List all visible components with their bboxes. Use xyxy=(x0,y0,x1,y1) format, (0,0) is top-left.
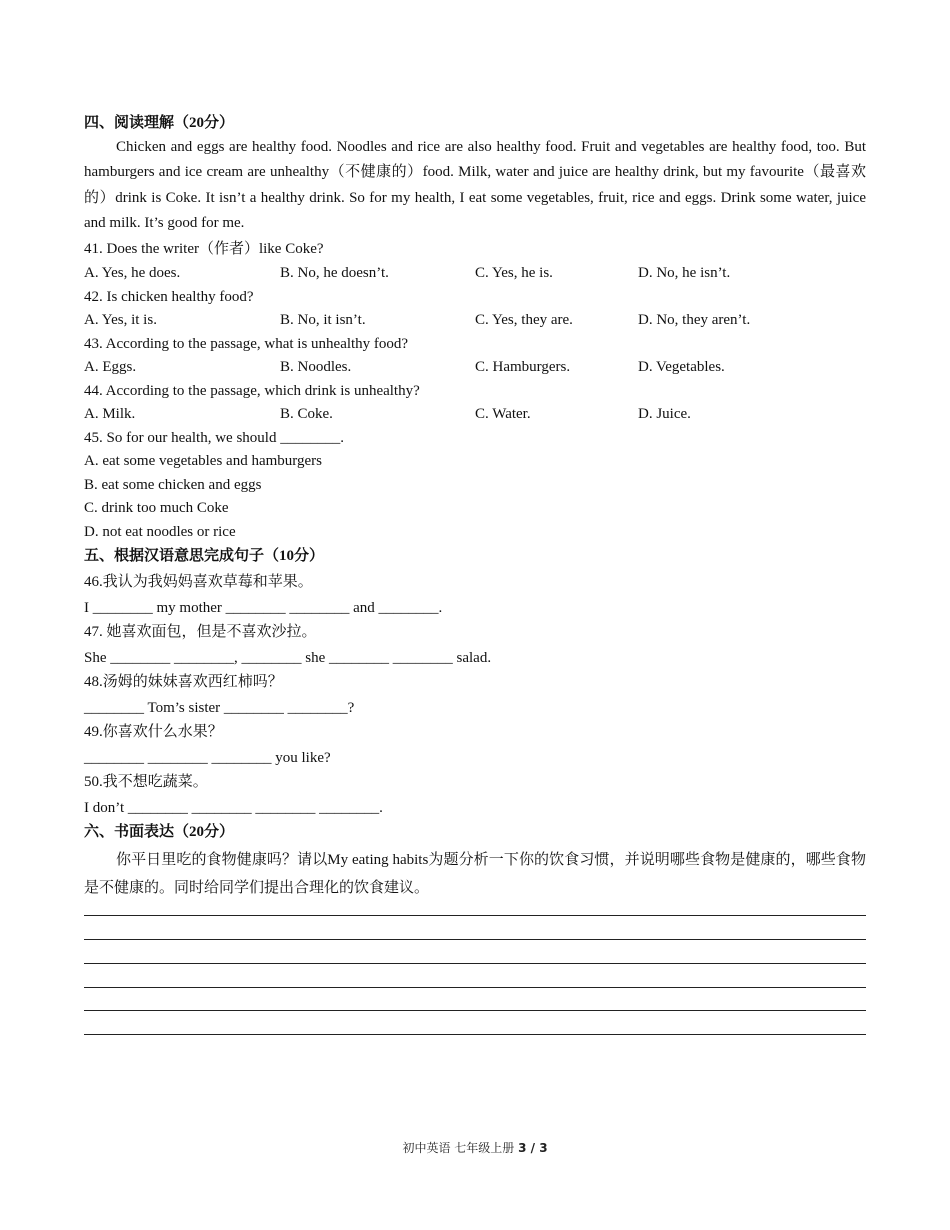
item-47-chinese: 47. 她喜欢面包，但是不喜欢沙拉。 xyxy=(84,624,317,640)
q42-option-d: D. No, they aren’t. xyxy=(638,312,751,328)
question-45: 45. So for our health, we should ________. xyxy=(84,430,344,446)
question-44: 44. According to the passage, which drink is unhealthy? xyxy=(84,383,420,399)
question-41: 41. Does the writer（作者）like Coke? xyxy=(84,241,324,257)
page-number: 3 / 3 xyxy=(518,1141,548,1155)
section6-title: 六、书面表达（20分） xyxy=(84,824,235,840)
q41-option-d: D. No, he isn’t. xyxy=(638,265,731,281)
q42-option-a: A. Yes, it is. xyxy=(84,312,157,328)
writing-prompt: 你平日里吃的食物健康吗？请以My eating habits为题分析一下你的饮食习惯，并说明哪些食物是健康的，哪些食物是不健康的。同时给同学们提出合理化的饮食建议。 xyxy=(84,852,866,896)
q44-option-c: C. Water. xyxy=(475,406,531,422)
q44-option-b: B. Coke. xyxy=(280,406,333,422)
writing-line[interactable] xyxy=(84,987,866,988)
q45-option-d: D. not eat noodles or rice xyxy=(84,524,236,540)
footer-label: 初中英语 七年级上册 xyxy=(402,1141,515,1155)
reading-passage: Chicken and eggs are healthy food. Noodles and rice are also healthy food. Fruit and vegetables are healthy food, too. But hamburgers and ice cream are unhealthy（不健康的）food. Milk, water and juice are healthy drink, but my favourite（最喜欢的）drink is Coke. It isn’t a healthy drink. So for my health, I eat some vegetables, fruit, rice and eggs. Drink some water, juice and milk. It’s good for me. xyxy=(84,139,866,231)
writing-line[interactable] xyxy=(84,1034,866,1035)
q42-option-c: C. Yes, they are. xyxy=(475,312,573,328)
page-footer xyxy=(0,1139,950,1156)
q43-option-b: B. Noodles. xyxy=(280,359,352,375)
section5-title: 五、根据汉语意思完成句子（10分） xyxy=(84,548,325,564)
q41-option-c: C. Yes, he is. xyxy=(475,265,553,281)
item-49-english: ________ ________ ________ you like? xyxy=(84,750,331,766)
q41-option-b: B. No, he doesn’t. xyxy=(280,265,389,281)
item-46-chinese: 46.我认为我妈妈喜欢草莓和苹果。 xyxy=(84,574,313,590)
question-43: 43. According to the passage, what is unhealthy food? xyxy=(84,336,409,352)
question-42: 42. Is chicken healthy food? xyxy=(84,289,254,305)
item-49-chinese: 49.你喜欢什么水果？ xyxy=(84,724,223,740)
item-46-english: I ________ my mother ________ ________ and ________. xyxy=(84,600,443,616)
q45-option-a: A. eat some vegetables and hamburgers xyxy=(84,453,322,469)
item-50-english: I don’t ________ ________ ________ ________. xyxy=(84,800,383,816)
writing-line[interactable] xyxy=(84,939,866,940)
item-50-chinese: 50.我不想吃蔬菜。 xyxy=(84,774,208,790)
q45-option-c: C. drink too much Coke xyxy=(84,500,229,516)
q45-option-b: B. eat some chicken and eggs xyxy=(84,477,262,493)
writing-line[interactable] xyxy=(84,915,866,916)
q42-option-b: B. No, it isn’t. xyxy=(280,312,366,328)
item-48-chinese: 48.汤姆的妹妹喜欢西红柿吗？ xyxy=(84,674,283,690)
writing-line[interactable] xyxy=(84,1010,866,1011)
item-48-english: ________ Tom’s sister ________ ________? xyxy=(84,700,355,716)
q43-option-a: A. Eggs. xyxy=(84,359,137,375)
section4-title: 四、阅读理解（20分） xyxy=(84,115,235,131)
item-47-english: She ________ ________, ________ she ________ ________ salad. xyxy=(84,650,492,666)
q41-option-a: A. Yes, he does. xyxy=(84,265,181,281)
writing-line[interactable] xyxy=(84,963,866,964)
q43-option-c: C. Hamburgers. xyxy=(475,359,571,375)
q44-option-a: A. Milk. xyxy=(84,406,136,422)
q43-option-d: D. Vegetables. xyxy=(638,359,725,375)
q44-option-d: D. Juice. xyxy=(638,406,691,422)
